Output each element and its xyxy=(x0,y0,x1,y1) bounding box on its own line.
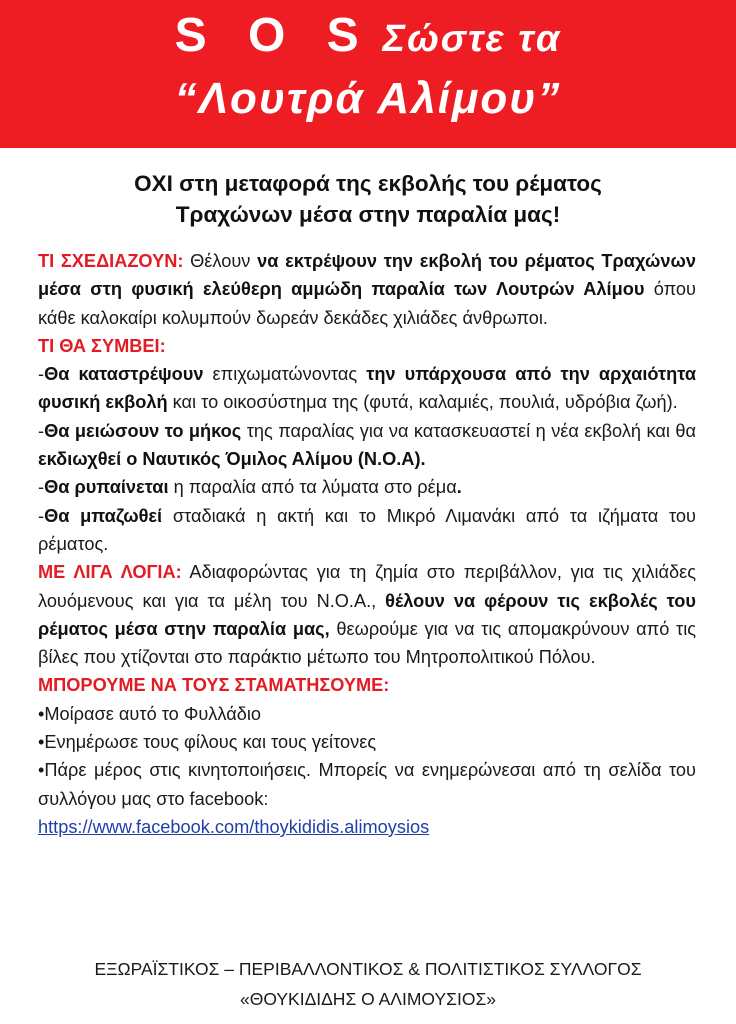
save-text: Σώστε τα xyxy=(382,18,562,60)
consequence-item-4 xyxy=(38,502,696,559)
consequence-1-text-2: και το οικοσύστημα της (φυτά, καλαμιές, πουλιά, υδρόβια ζωή). xyxy=(167,392,678,413)
consequence-2-bold-2: εκδιωχθεί ο Ναυτικός Όμιλος Αλίμου (Ν.Ο.Α). xyxy=(38,449,426,470)
action-heading-text: ΜΠΟΡΟΥΜΕ ΝΑ ΤΟΥΣ ΣΤΑΜΑΤΗΣΟΥΜΕ: xyxy=(38,675,390,696)
action-item-1: •Μοίρασε αυτό το Φυλλάδιο xyxy=(38,703,261,724)
leaflet-body xyxy=(38,247,696,841)
consequence-item-3 xyxy=(38,473,696,501)
consequence-1-bold-1: Θα καταστρέψουν xyxy=(44,364,204,385)
plan-paragraph xyxy=(38,247,696,332)
plan-bold-1: να εκτρέψουν την εκβολή του ρέματος Τραχώνων μέσα στη φυσική ελεύθερη αμμώδη παραλία των Λουτρών Αλίμου xyxy=(38,251,696,300)
summary-paragraph xyxy=(38,558,696,671)
subtitle xyxy=(20,168,716,230)
consequence-3-text-1: η παραλία από τα λύματα στο ρέμα xyxy=(168,477,457,498)
consequences-heading xyxy=(38,332,696,360)
summary-bold-1: θέλουν να φέρουν τις εκβολές του ρέματος μέσα στην παραλία μας, xyxy=(38,590,696,639)
consequence-item-2 xyxy=(38,417,696,474)
header-line-1 xyxy=(0,8,736,63)
footer xyxy=(0,954,736,1014)
facebook-link-line xyxy=(38,813,696,841)
dash: - xyxy=(38,505,45,526)
header-banner xyxy=(0,0,736,148)
subtitle-line-2: Τραχώνων μέσα στην παραλία μας! xyxy=(175,202,561,227)
footer-line-2: «ΘΟΥΚΙΔΙΔΗΣ Ο ΑΛΙΜΟΥΣΙΟΣ» xyxy=(239,989,497,1009)
action-item-3: •Πάρε μέρος στις κινητοποιήσεις. Μπορείς να ενημερώνεσαι από τη σελίδα του συλλόγου μας στο facebook: xyxy=(38,760,696,809)
facebook-link[interactable]: https://www.facebook.com/thoykididis.alimoysios xyxy=(38,816,430,837)
consequence-4-bold-1: Θα μπαζωθεί xyxy=(44,505,163,526)
plan-text-1: Θέλουν xyxy=(183,251,258,271)
summary-text-2: θεωρούμε για να τις απομακρύνουν από τις βίλες που χτίζονται στο παράκτιο μέτωπο του Μητροπολιτικού Πόλου. xyxy=(38,618,697,668)
header-title: “Λουτρά Αλίμου” xyxy=(174,74,562,123)
consequence-item-1 xyxy=(38,360,696,417)
consequence-3-bold-1: Θα ρυπαίνεται xyxy=(44,477,169,498)
dash: - xyxy=(38,420,45,441)
plan-heading: ΤΙ ΣΧΕΔΙΑΖΟΥΝ: xyxy=(38,251,184,271)
summary-heading: ΜΕ ΛΙΓΑ ΛΟΓΙΑ: xyxy=(38,562,182,583)
consequence-2-text-1: της παραλίας για να κατασκευαστεί η νέα εκβολή και θα xyxy=(241,420,696,441)
consequences-heading-text: ΤΙ ΘΑ ΣΥΜΒΕΙ: xyxy=(38,335,166,356)
dash: - xyxy=(38,477,45,498)
footer-line-1: ΕΞΩΡΑΪΣΤΙΚΟΣ – ΠΕΡΙΒΑΛΛΟΝΤΙΚΟΣ & ΠΟΛΙΤΙΣΤΙΚΟΣ ΣΥΛΛΟΓΟΣ xyxy=(94,959,642,979)
consequence-4-text-1: σταδιακά η ακτή και το Μικρό Λιμανάκι από τα ιζήματα του ρέματος. xyxy=(38,505,696,554)
consequence-1-text-1: επιχωματώνοντας xyxy=(203,364,367,385)
plan-text-2: όπου κάθε καλοκαίρι κολυμπούν δωρεάν δεκάδες χιλιάδες άνθρωποι. xyxy=(38,279,696,328)
consequence-2-bold-1: Θα μειώσουν το μήκος xyxy=(44,420,242,441)
summary-text-1: Αδιαφορώντας για τη ζημία στο περιβάλλον, για τις χιλιάδες λουόμενους και για τα μέλη του Ν.Ο.Α., xyxy=(38,562,696,611)
action-item-2: •Ενημέρωσε τους φίλους και τους γείτονες xyxy=(38,732,377,753)
subtitle-line-1: ΟΧΙ στη μεταφορά της εκβολής του ρέματος xyxy=(134,171,602,196)
consequence-3-bold-2: . xyxy=(456,477,462,498)
consequence-1-bold-2: την υπάρχουσα από την αρχαιότητα φυσική εκβολή xyxy=(38,364,696,413)
dash: - xyxy=(38,364,45,385)
sos-text: S O S xyxy=(174,9,373,62)
action-heading xyxy=(38,671,696,699)
